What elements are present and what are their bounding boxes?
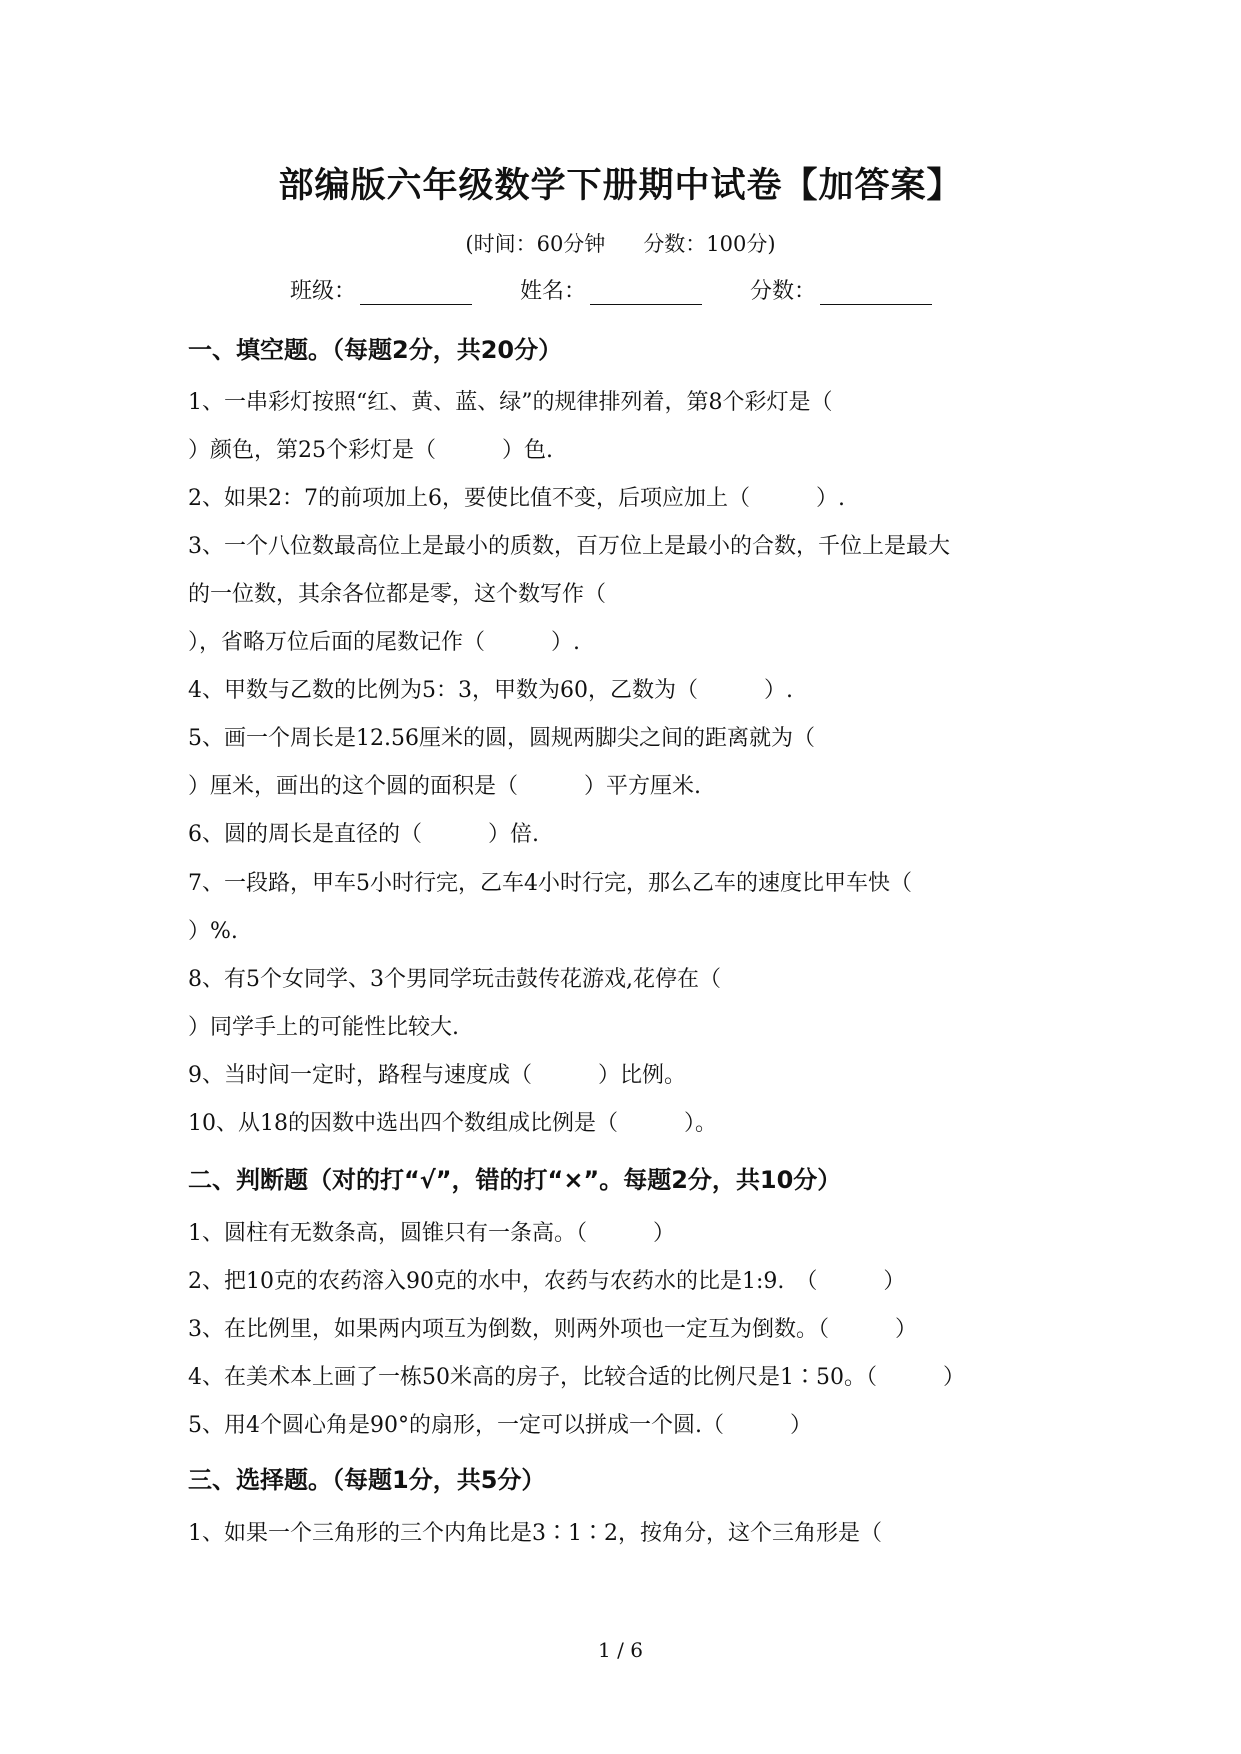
score-blank[interactable] [820, 280, 932, 305]
question-line: 6、圆的周长是直径的（ ）倍. [188, 822, 539, 847]
question-line: 8、有5个女同学、3个男同学玩击鼓传花游戏,花停在（ [188, 967, 721, 992]
section-heading-multiple-choice: 三、选择题。（每题1分，共5分） [188, 1466, 546, 1494]
name-blank[interactable] [590, 280, 702, 305]
section-heading-fill-in: 一、填空题。（每题2分，共20分） [188, 336, 563, 364]
question-line: 3、一个八位数最高位上是最小的质数，百万位上是最小的合数，千位上是最大 [188, 534, 950, 559]
question-line: 5、画一个周长是12.56厘米的圆，圆规两脚尖之间的距离就为（ [188, 726, 815, 751]
question-line: 9、当时间一定时，路程与速度成（ ）比例。 [188, 1063, 686, 1088]
question-line: 2、把10克的农药溶入90克的水中，农药与农药水的比是1:9. （ ） [188, 1269, 906, 1294]
question-line: ）颜色，第25个彩灯是（ ）色. [188, 438, 553, 463]
student-info-row [290, 274, 990, 305]
name-label: 姓名： [520, 279, 587, 304]
class-field[interactable] [290, 274, 472, 305]
question-line: 7、一段路，甲车5小时行完，乙车4小时行完，那么乙车的速度比甲车快（ [188, 871, 912, 896]
score-label: 分数： [750, 279, 817, 304]
question-line: 2、如果2：7的前项加上6，要使比值不变，后项应加上（ ）. [188, 486, 845, 511]
class-blank[interactable] [360, 280, 472, 305]
question-line: ）%. [188, 919, 238, 944]
question-line: ），省略万位后面的尾数记作（ ）. [188, 630, 580, 655]
question-line: 5、用4个圆心角是90°的扇形，一定可以拼成一个圆.（ ） [188, 1413, 812, 1438]
name-field[interactable] [520, 274, 702, 305]
question-line: 3、在比例里，如果两内项互为倒数，则两外项也一定互为倒数。（ ） [188, 1317, 917, 1342]
exam-subtitle [0, 228, 1241, 258]
page-title: 部编版六年级数学下册期中试卷【加答案】 [278, 166, 963, 206]
question-line: 的一位数，其余各位都是零，这个数写作（ [188, 582, 607, 607]
question-line: 4、甲数与乙数的比例为5：3，甲数为60，乙数为（ ）. [188, 678, 793, 703]
question-line: ）同学手上的可能性比较大. [188, 1015, 459, 1040]
score-field[interactable] [750, 274, 932, 305]
question-line: 10、从18的因数中选出四个数组成比例是（ ）。 [188, 1111, 717, 1136]
question-line: ）厘米，画出的这个圆的面积是（ ）平方厘米. [188, 774, 701, 799]
time-limit: (时间：60分钟 [465, 232, 606, 256]
question-line: 1、一串彩灯按照“红、黄、蓝、绿”的规律排列着，第8个彩灯是（ [188, 390, 833, 415]
class-label: 班级： [290, 279, 357, 304]
question-line: 4、在美术本上画了一栋50米高的房子，比较合适的比例尺是1∶50。（ ） [188, 1365, 965, 1390]
page-number: 1 / 6 [598, 1638, 643, 1662]
section-heading-true-false: 二、判断题（对的打“√”，错的打“×”。每题2分，共10分） [188, 1166, 842, 1194]
total-score: 分数：100分) [643, 232, 776, 256]
question-line: 1、如果一个三角形的三个内角比是3∶1∶2，按角分，这个三角形是（ [188, 1521, 882, 1546]
question-line: 1、圆柱有无数条高，圆锥只有一条高。（ ） [188, 1221, 675, 1246]
